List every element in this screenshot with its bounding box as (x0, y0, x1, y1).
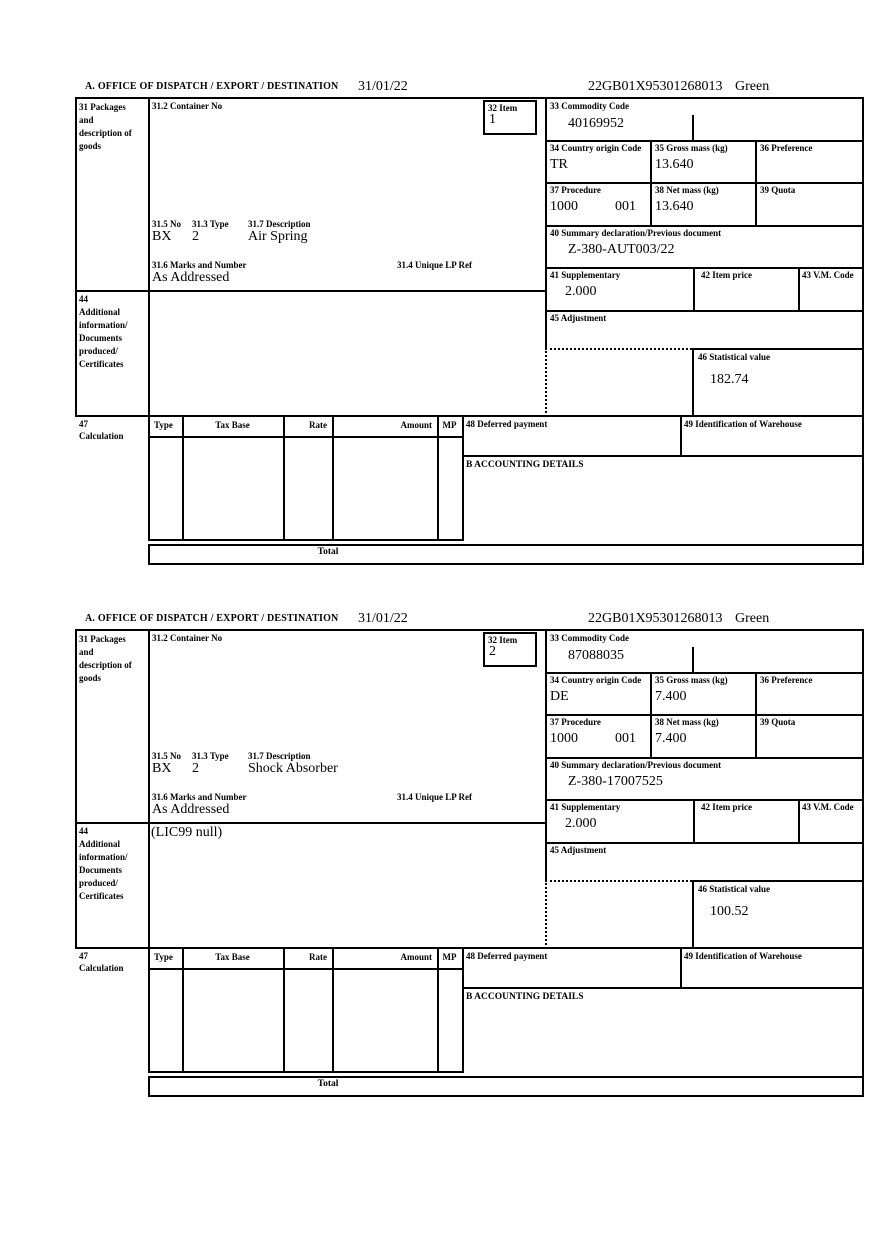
col-amount-header: Amount (400, 952, 432, 962)
divider (798, 799, 800, 844)
box44-number-label: 44 (79, 826, 88, 836)
divider (148, 947, 150, 1073)
col-amount-header: Amount (400, 420, 432, 430)
goods-description-value: Air Spring (248, 229, 308, 244)
divider (148, 1095, 864, 1097)
divider (462, 455, 864, 457)
divider (755, 140, 757, 227)
divider (680, 415, 682, 457)
divider (692, 880, 694, 949)
box38-net-mass-label: 38 Net mass (kg) (655, 717, 719, 727)
box44-additional-info-label: Additional information/ Documents produced/ Certificates (79, 307, 128, 369)
box31-4-unique-lp-ref-label: 31.4 Unique LP Ref (397, 260, 473, 270)
box48-deferred-payment-label: 48 Deferred payment (466, 419, 548, 429)
declaration-item-section-1 (0, 75, 882, 567)
total-label: Total (317, 1079, 339, 1089)
divider (545, 310, 864, 312)
dotted-divider (545, 880, 547, 949)
gross-mass-value: 13.640 (655, 157, 694, 172)
divider (862, 97, 864, 565)
divider (148, 1076, 864, 1078)
divider (692, 348, 864, 350)
previous-document-value: Z-380-17007525 (568, 774, 663, 789)
box34-country-origin-label: 34 Country origin Code (550, 143, 642, 153)
divider (75, 947, 864, 949)
box44-additional-info-label: Additional information/ Documents produced/ Certificates (79, 839, 128, 901)
box31-packages-label: 31 Packages and description of goods (79, 634, 132, 683)
divider (75, 97, 864, 99)
package-type-value: 2 (192, 229, 199, 244)
box37-procedure-label: 37 Procedure (550, 185, 601, 195)
box42-item-price-label: 42 Item price (701, 802, 752, 812)
box40-previous-document-label: 40 Summary declaration/Previous document (550, 228, 722, 238)
box49-warehouse-label: 49 Identification of Warehouse (684, 419, 802, 429)
box45-adjustment-label: 45 Adjustment (550, 845, 607, 855)
divider (545, 629, 547, 882)
declaration-reference: 22GB01X95301268013 (588, 79, 723, 94)
box33-commodity-code-label: 33 Commodity Code (550, 633, 629, 643)
divider (545, 225, 864, 227)
divider (283, 415, 285, 541)
divider (75, 415, 864, 417)
office-of-dispatch-label: A. OFFICE OF DISPATCH / EXPORT / DESTINATION (85, 81, 339, 92)
box38-net-mass-label: 38 Net mass (kg) (655, 185, 719, 195)
box31-7-description-label: 31.7 Description (248, 751, 311, 761)
box46-statistical-value-label: 46 Statistical value (698, 352, 770, 362)
divider (545, 672, 864, 674)
box36-preference-label: 36 Preference (760, 143, 813, 153)
box31-3-type-label: 31.3 Type (192, 751, 229, 761)
divider (693, 267, 695, 312)
box31-7-description-label: 31.7 Description (248, 219, 311, 229)
box32-item-number-box (483, 632, 537, 667)
divider (148, 1071, 464, 1073)
box46-statistical-value-label: 46 Statistical value (698, 884, 770, 894)
country-origin-value: TR (550, 157, 568, 172)
divider (545, 267, 864, 269)
divider (148, 436, 464, 438)
box31-packages-label: 31 Packages and description of goods (79, 102, 132, 151)
declaration-reference: 22GB01X95301268013 (588, 611, 723, 626)
box49-warehouse-label: 49 Identification of Warehouse (684, 951, 802, 961)
col-tax-base-header: Tax Base (215, 420, 250, 430)
divider (148, 97, 150, 417)
box31-6-marks-label: 31.6 Marks and Number (152, 792, 247, 802)
box32-item-label: 32 Item (488, 103, 518, 113)
total-label: Total (317, 547, 339, 557)
package-type-value: 2 (192, 761, 199, 776)
package-no-value: BX (152, 229, 172, 244)
box47-calculation-label: Calculation (79, 963, 124, 973)
divider (462, 415, 464, 541)
divider (75, 629, 864, 631)
divider (693, 799, 695, 844)
box33-commodity-code-label: 33 Commodity Code (550, 101, 629, 111)
additional-information-value: (LIC99 null) (151, 825, 223, 840)
divider (283, 947, 285, 1073)
box47-number-label: 47 (79, 951, 88, 961)
box37-procedure-label: 37 Procedure (550, 717, 601, 727)
divider (332, 415, 334, 541)
box41-supplementary-label: 41 Supplementary (550, 270, 621, 280)
divider (462, 987, 864, 989)
net-mass-value: 13.640 (655, 199, 694, 214)
procedure-second-value: 001 (615, 199, 636, 214)
procedure-second-value: 001 (615, 731, 636, 746)
marks-value: As Addressed (152, 802, 230, 817)
accounting-details-label: B ACCOUNTING DETAILS (466, 992, 584, 1002)
col-type-header: Type (154, 420, 173, 430)
item-number-value: 1 (489, 112, 496, 127)
declaration-date: 31/01/22 (358, 79, 408, 94)
statistical-value: 100.52 (710, 904, 749, 919)
divider (148, 563, 864, 565)
box40-previous-document-label: 40 Summary declaration/Previous document (550, 760, 722, 770)
divider (75, 822, 547, 824)
commodity-code-value: 40169952 (568, 116, 624, 131)
divider (798, 267, 800, 312)
procedure-value: 1000 (550, 199, 578, 214)
box31-6-marks-label: 31.6 Marks and Number (152, 260, 247, 270)
divider (75, 290, 547, 292)
dotted-divider (545, 348, 547, 417)
divider (755, 672, 757, 759)
box31-2-container-no-label: 31.2 Container No (152, 101, 223, 111)
box32-item-label: 32 Item (488, 635, 518, 645)
box31-3-type-label: 31.3 Type (192, 219, 229, 229)
box35-gross-mass-label: 35 Gross mass (kg) (655, 675, 728, 685)
accounting-details-label: B ACCOUNTING DETAILS (466, 460, 584, 470)
divider (437, 947, 439, 1073)
col-rate-header: Rate (309, 952, 327, 962)
office-of-dispatch-label: A. OFFICE OF DISPATCH / EXPORT / DESTINATION (85, 613, 339, 624)
box42-item-price-label: 42 Item price (701, 270, 752, 280)
box45-adjustment-label: 45 Adjustment (550, 313, 607, 323)
divider (692, 880, 864, 882)
item-number-value: 2 (489, 644, 496, 659)
divider (148, 415, 150, 541)
box44-number-label: 44 (79, 294, 88, 304)
divider (680, 947, 682, 989)
box31-4-unique-lp-ref-label: 31.4 Unique LP Ref (397, 792, 473, 802)
procedure-value: 1000 (550, 731, 578, 746)
divider (332, 947, 334, 1073)
statistical-value: 182.74 (710, 372, 749, 387)
box43-vm-code-label: 43 V.M. Code (802, 270, 854, 280)
divider (650, 140, 652, 227)
divider (437, 415, 439, 541)
gross-mass-value: 7.400 (655, 689, 687, 704)
net-mass-value: 7.400 (655, 731, 687, 746)
divider (862, 629, 864, 1097)
divider (545, 97, 547, 350)
divider (182, 415, 184, 541)
declaration-date: 31/01/22 (358, 611, 408, 626)
col-mp-header: MP (442, 420, 457, 430)
supplementary-value: 2.000 (565, 816, 597, 831)
box36-preference-label: 36 Preference (760, 675, 813, 685)
box41-supplementary-label: 41 Supplementary (550, 802, 621, 812)
goods-description-value: Shock Absorber (248, 761, 338, 776)
col-rate-header: Rate (309, 420, 327, 430)
divider (75, 629, 77, 949)
commodity-code-field-divider (692, 647, 694, 674)
previous-document-value: Z-380-AUT003/22 (568, 242, 675, 257)
commodity-code-value: 87088035 (568, 648, 624, 663)
divider (545, 714, 864, 716)
box47-calculation-label: Calculation (79, 431, 124, 441)
box31-5-no-label: 31.5 No (152, 219, 181, 229)
box35-gross-mass-label: 35 Gross mass (kg) (655, 143, 728, 153)
box32-item-number-box (483, 100, 537, 135)
divider (148, 544, 864, 546)
divider (148, 968, 464, 970)
divider (545, 182, 864, 184)
divider (182, 947, 184, 1073)
divider (545, 140, 864, 142)
declaration-item-section-2 (0, 607, 882, 1099)
package-no-value: BX (152, 761, 172, 776)
col-tax-base-header: Tax Base (215, 952, 250, 962)
divider (545, 757, 864, 759)
box34-country-origin-label: 34 Country origin Code (550, 675, 642, 685)
col-type-header: Type (154, 952, 173, 962)
divider (148, 629, 150, 949)
box31-5-no-label: 31.5 No (152, 751, 181, 761)
routing-status: Green (735, 611, 770, 626)
divider (462, 947, 464, 1073)
divider (75, 97, 77, 417)
box43-vm-code-label: 43 V.M. Code (802, 802, 854, 812)
divider (545, 842, 864, 844)
box48-deferred-payment-label: 48 Deferred payment (466, 951, 548, 961)
divider (148, 539, 464, 541)
divider (650, 672, 652, 759)
col-mp-header: MP (442, 952, 457, 962)
divider (545, 799, 864, 801)
marks-value: As Addressed (152, 270, 230, 285)
country-origin-value: DE (550, 689, 569, 704)
divider (692, 348, 694, 417)
box31-2-container-no-label: 31.2 Container No (152, 633, 223, 643)
supplementary-value: 2.000 (565, 284, 597, 299)
routing-status: Green (735, 79, 770, 94)
box47-number-label: 47 (79, 419, 88, 429)
commodity-code-field-divider (692, 115, 694, 142)
dotted-divider (545, 348, 692, 350)
box39-quota-label: 39 Quota (760, 717, 796, 727)
box39-quota-label: 39 Quota (760, 185, 796, 195)
dotted-divider (545, 880, 692, 882)
